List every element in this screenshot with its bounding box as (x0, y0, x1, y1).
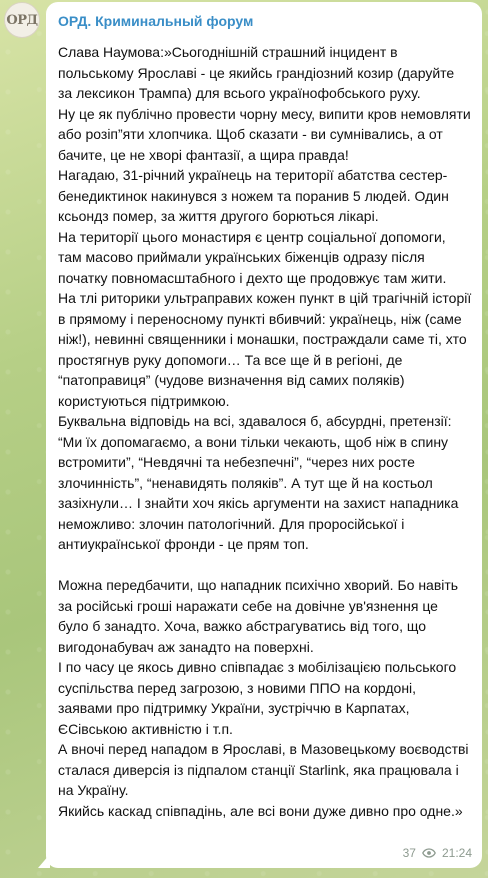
message-paragraph: Нагадаю, 31-річний українець на території абатства сестер-бенедиктинок накинувся з ножем та поранив 5 людей. Один ксьондз помер, за життя другого борються лікарі. (58, 167, 453, 224)
message-paragraph: І по часу це якось дивно співпадає з мобілізацією польського суспільства перед загрозою, з новими ППО на кордоні, заявами про підтримку України, зустріччю в Карпатах, ЄСівською активністю і т.п. (58, 659, 461, 737)
avatar-text: ОРД (6, 12, 38, 28)
message-bubble (46, 2, 482, 868)
view-count: 37 (402, 846, 416, 860)
message-paragraph: Ну це як публічно провести чорну месу, випити кров немовляти або розіп”яти хлопчика. Щоб сказати - ви сумнівались, а от бачите, це не хворі фантазії, а щира правда! (58, 105, 475, 163)
message-paragraph: На тлі риторики ультраправих кожен пункт в цій трагічній історії в прямому і переносному пункті вбивчий: українець, ніж (саме ніж!), невинні священники і монашки, постраждали саме ті, хто простягнув руку допомоги… Та все ще й в регіоні, де “патоправиця” (чудове визначення від самих поляків) користуються підтримкою. (58, 290, 476, 409)
message-paragraph: Буквальна відповідь на всі, здавалося б, абсурдні, претензії: “Ми їх допомагаємо, а вони тільки чекають, щоб ніж в спину встромити”, “Невдячні та небезпечні”, “через них росте злочинність”, “ненавидять поляків”. А тут ще й на костьол зазіхнули… І знайти хоч якісь аргументи на захист нападника неможливо: злочин патологічний. Для проросійської і антиукраїнської фронди - це прям топ. (58, 413, 463, 552)
message-paragraph: А вночі перед нападом в Ярославі, в Мазовецькому воєводстві сталася диверсія із підпалом станції Starlink, яка працювала і на Україну. (58, 741, 473, 798)
message-meta (403, 846, 472, 860)
message-paragraph: Слава Наумова:»Сьогоднішній страшний інцидент в польському Ярославі - це якийсь грандіозний козир (даруйте за лексикон Трампа) для всього українофобського руху. (58, 44, 459, 101)
channel-avatar[interactable] (4, 2, 40, 38)
message-time: 21:24 (441, 846, 472, 860)
eye-icon (422, 848, 436, 858)
message-paragraph: Можна передбачити, що нападник психічно хворий. Бо навіть за російські гроші наражати себе на довічне ув'язнення це було б занадто. Хоча, важко абстрагуватись від того, що вигодонабувач аж занадто на поверхні. (58, 577, 462, 655)
message-paragraph: На території цього монастиря є центр соціальної допомоги, там масово приймали українських біженців одразу після початку повномасштабного і дехто ще продовжує там жити. (58, 228, 450, 286)
message-paragraph: Якийсь каскад співпадінь, але всі вони дуже дивно про одне.» (58, 802, 463, 819)
message-text (56, 42, 476, 821)
channel-name[interactable]: ОРД. Криминальный форум (58, 13, 254, 29)
message-paragraph (58, 555, 472, 576)
